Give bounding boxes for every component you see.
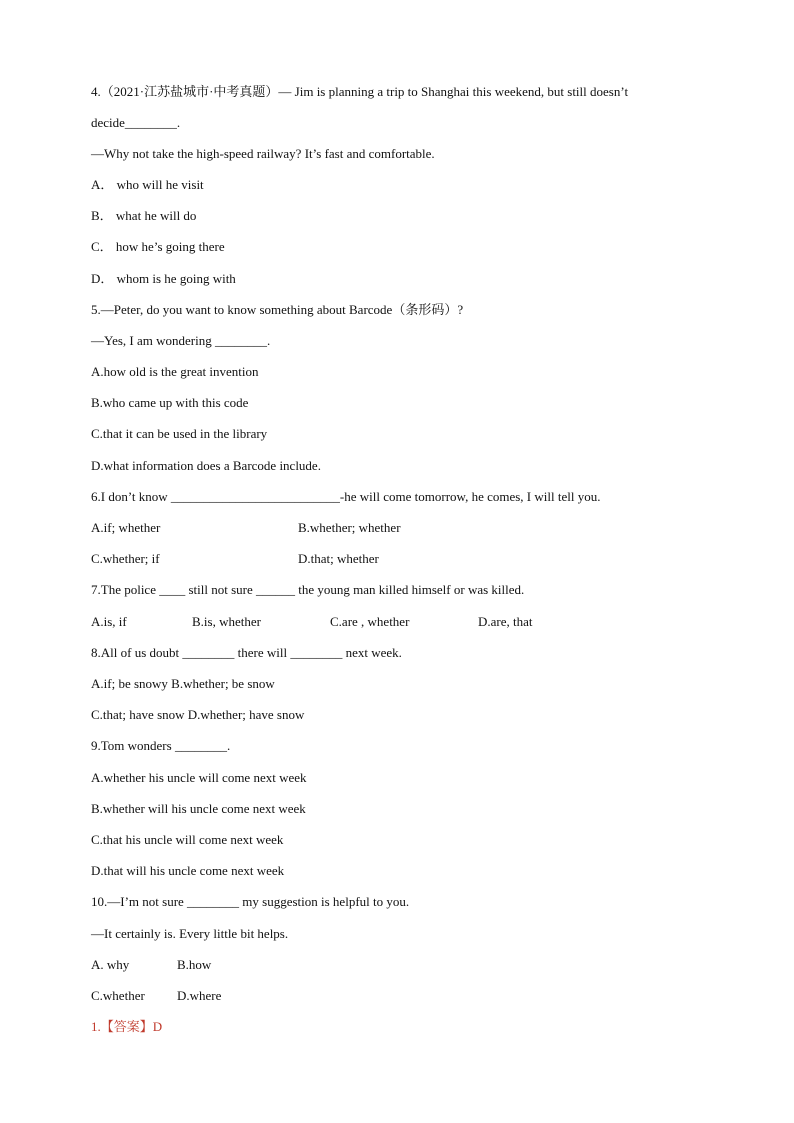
q5-option-c: C.that it can be used in the library: [91, 426, 268, 441]
q8-options-cd: C.that; have snow D.whether; have snow: [91, 707, 305, 722]
q4-dialog: —Why not take the high-speed railway? It’s fast and comfortable.: [91, 146, 435, 161]
q5-option-a: A.how old is the great invention: [91, 364, 259, 379]
q5-option-b: B.who came up with this code: [91, 395, 249, 410]
q5-option-d: D.what information does a Barcode include.: [91, 458, 321, 473]
q10-option-c: C.whether: [91, 988, 145, 1003]
q9-option-c: C.that his uncle will come next week: [91, 832, 284, 847]
q5-dialog: —Yes, I am wondering ________.: [91, 333, 271, 348]
q6-option-c: C.whether; if: [91, 551, 160, 566]
q4-option-d: D． whom is he going with: [91, 271, 236, 286]
q7-option-b: B.is, whether: [192, 614, 261, 629]
q9-option-a: A.whether his uncle will come next week: [91, 770, 307, 785]
q10-stem: 10.—I’m not sure ________ my suggestion is helpful to you.: [91, 894, 410, 909]
q4-option-a: A． who will he visit: [91, 177, 204, 192]
q6-stem: 6.I don’t know __________________________-he will come tomorrow, he comes, I will tell you.: [91, 489, 601, 504]
q6-option-a: A.if; whether: [91, 520, 161, 535]
q10-option-d: D.where: [177, 988, 222, 1003]
q9-option-b: B.whether will his uncle come next week: [91, 801, 306, 816]
q7-option-c: C.are , whether: [330, 614, 410, 629]
answer-1: 1.【答案】D: [91, 1019, 163, 1034]
q10-option-b: B.how: [177, 957, 212, 972]
q4-option-c: C． how he’s going there: [91, 239, 225, 254]
q4-option-b: B． what he will do: [91, 208, 197, 223]
q9-option-d: D.that will his uncle come next week: [91, 863, 285, 878]
q8-stem: 8.All of us doubt ________ there will ________ next week.: [91, 645, 402, 660]
q4-stem-line1: 4.（2021·江苏盐城市·中考真题）— Jim is planning a trip to Shanghai this weekend, but still doesn’t: [91, 84, 629, 99]
q5-stem: 5.—Peter, do you want to know something about Barcode（条形码）?: [91, 302, 464, 317]
q7-option-a: A.is, if: [91, 614, 127, 629]
q10-dialog: —It certainly is. Every little bit helps.: [91, 926, 289, 941]
q7-stem: 7.The police ____ still not sure ______ the young man killed himself or was killed.: [91, 582, 525, 597]
q10-option-a: A. why: [91, 957, 130, 972]
q8-options-ab: A.if; be snowy B.whether; be snow: [91, 676, 275, 691]
q7-option-d: D.are, that: [478, 614, 533, 629]
q4-stem-line2: decide________.: [91, 115, 181, 130]
q6-option-d: D.that; whether: [298, 551, 379, 566]
q9-stem: 9.Tom wonders ________.: [91, 738, 231, 753]
q6-option-b: B.whether; whether: [298, 520, 401, 535]
